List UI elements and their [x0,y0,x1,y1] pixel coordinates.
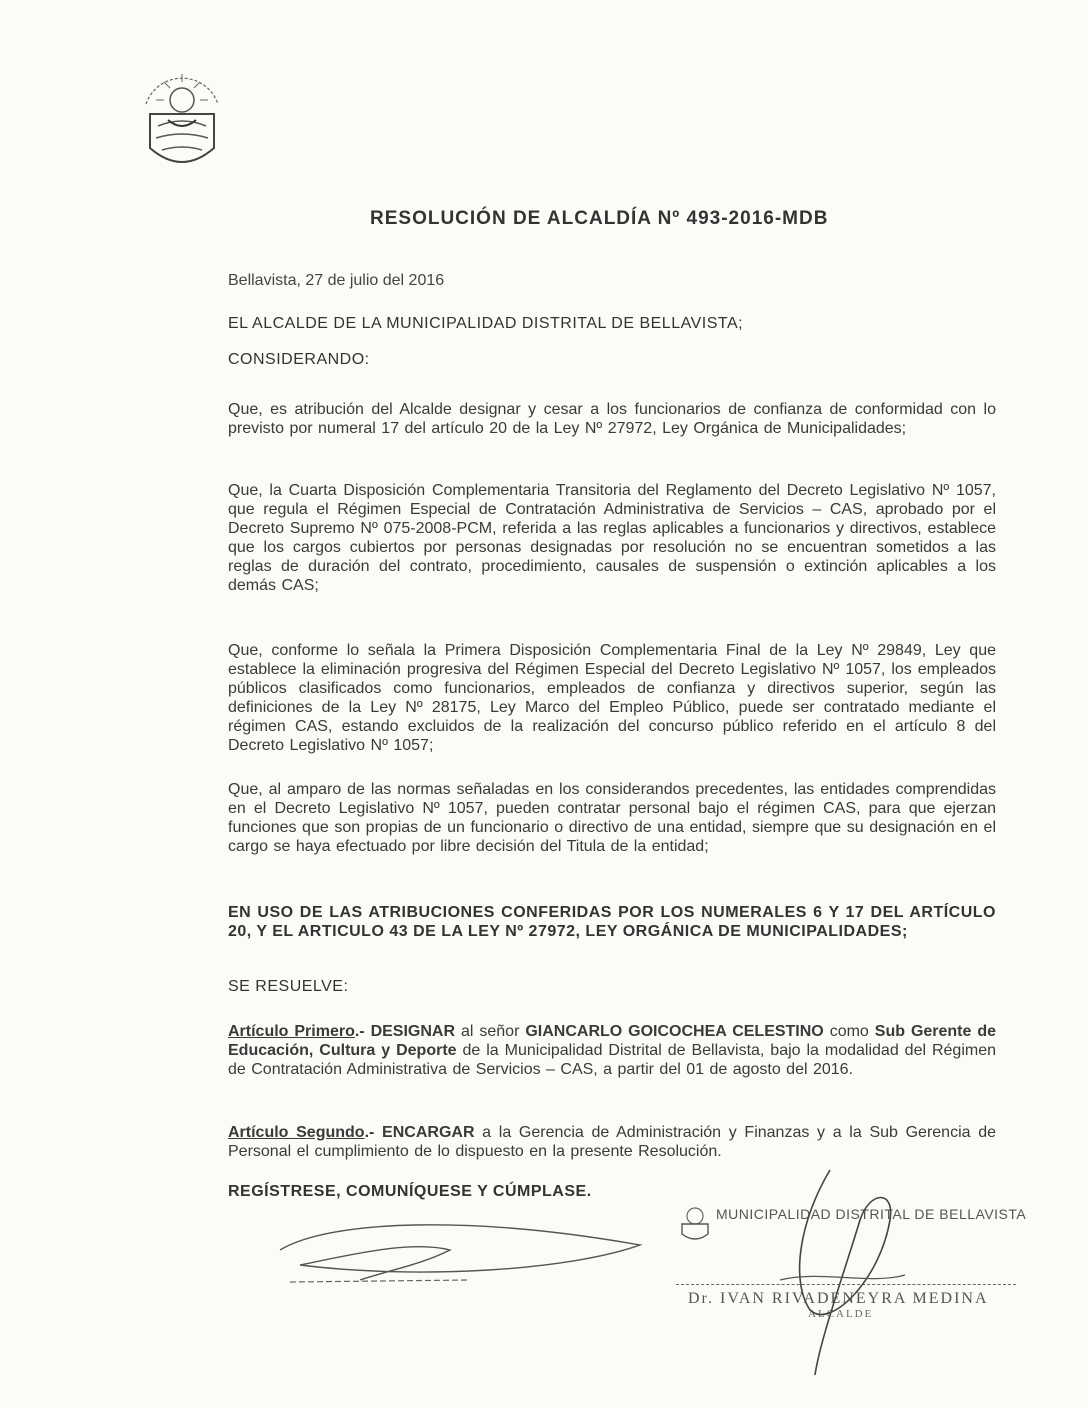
considerando-paragraph-2: Que, la Cuarta Disposición Complementaria Transitoria del Reglamento del Decreto Legislativo Nº 1057, que regula el Régimen Especial de Contratación Administrativa de Servicios – CAS, aprobado por el Decreto Supremo Nº 075-2008-PCM, referida a las reglas aplicables a funcionarios y directivos, establece que los cargos cubiertos por personas designadas por resolución no se encuentran sometidos a las reglas de duración del contrato, procedimiento, causales de suspensión o extinción aplicables a los demás CAS; [228,482,996,594]
article-second [228,1123,996,1161]
municipal-seal-icon [132,52,232,180]
handwritten-signature-mayor [760,1160,910,1380]
considerando-paragraph-3: Que, conforme lo señala la Primera Disposición Complementaria Final de la Ley Nº 29849, Ley que establece la eliminación progresiva del Régimen Especial del Decreto Legislativo Nº 1057, los empleados públicos clasificados como funcionarios, empleados de confianza y directivos superior, según las definiciones de la Ley Nº 28175, Ley Marco del Empleo Público, puede ser contratado mediante el régimen CAS, estando excluidos de la realización del concurso público referido en el artículo 8 del Decreto Legislativo Nº 1057; [228,642,996,754]
article-second-label: Artículo Segundo [228,1124,365,1141]
resolution-title: RESOLUCIÓN DE ALCALDÍA Nº 493-2016-MDB [370,208,829,229]
designee-position: Sub Gerente de Educación, Cultura y Deporte [228,1023,997,1059]
handwritten-signature-left [270,1210,650,1290]
article-first-text-2: como [823,1023,875,1040]
authority-heading: EL ALCALDE DE LA MUNICIPALIDAD DISTRITAL DE BELLAVISTA; [228,315,744,332]
article-first-text-1: al señor [455,1023,526,1040]
article-first-verb: DESIGNAR [370,1023,456,1040]
resolve-heading: SE RESUELVE: [228,978,349,995]
stamp-organization: MUNICIPALIDAD DISTRITAL DE BELLAVISTA [716,1206,1027,1222]
attributions-paragraph: EN USO DE LAS ATRIBUCIONES CONFERIDAS POR LOS NUMERALES 6 Y 17 DEL ARTÍCULO 20, Y EL ARTICULO 43 DE LA LEY Nº 27972, LEY ORGÁNICA DE MUNICIPALIDADES; [228,904,996,940]
closing-formula: REGÍSTRESE, COMUNÍQUESE Y CÚMPLASE. [228,1183,592,1200]
stamp-seal-icon [676,1200,714,1244]
article-second-verb: ENCARGAR [382,1124,475,1141]
mayor-name: Dr. IVAN RIVADENEYRA MEDINA [688,1290,989,1307]
article-second-text-1: a la Gerencia de Administración y Finanzas y a la Sub Gerencia de Personal el cumplimiento de lo dispuesto en la presente Resolución. [228,1124,997,1160]
considerando-paragraph-4: Que, al amparo de las normas señaladas en los considerandos precedentes, las entidades comprendidas en el Decreto Legislativo Nº 1057, pueden contratar personal bajo el régimen CAS, para que ejerzan funciones que son propias de un funcionario o directivo de una entidad, siempre que su designación en el cargo se haya efectuado por libre decisión del Titula de la entidad; [228,781,996,855]
article-first-text-3: de la Municipalidad Distrital de Bellavista, bajo la modalidad del Régimen de Contratación Administrativa de Servicios – CAS, a partir del 01 de agosto del 2016. [228,1042,996,1078]
article-second-sep: .- [364,1124,383,1141]
article-first [228,1022,996,1079]
date-line: Bellavista, 27 de julio del 2016 [228,272,445,289]
considerando-paragraph-1: Que, es atribución del Alcalde designar y cesar a los funcionarios de confianza de conformidad con lo previsto por numeral 17 del artículo 20 de la Ley Nº 27972, Ley Orgánica de Municipalidades; [228,401,996,437]
designee-name: GIANCARLO GOICOCHEA CELESTINO [525,1023,824,1040]
article-first-label: Artículo Primero [228,1023,355,1040]
considerando-heading: CONSIDERANDO: [228,351,370,368]
article-first-sep: .- [354,1023,371,1040]
mayor-role: ALCALDE [808,1308,874,1320]
